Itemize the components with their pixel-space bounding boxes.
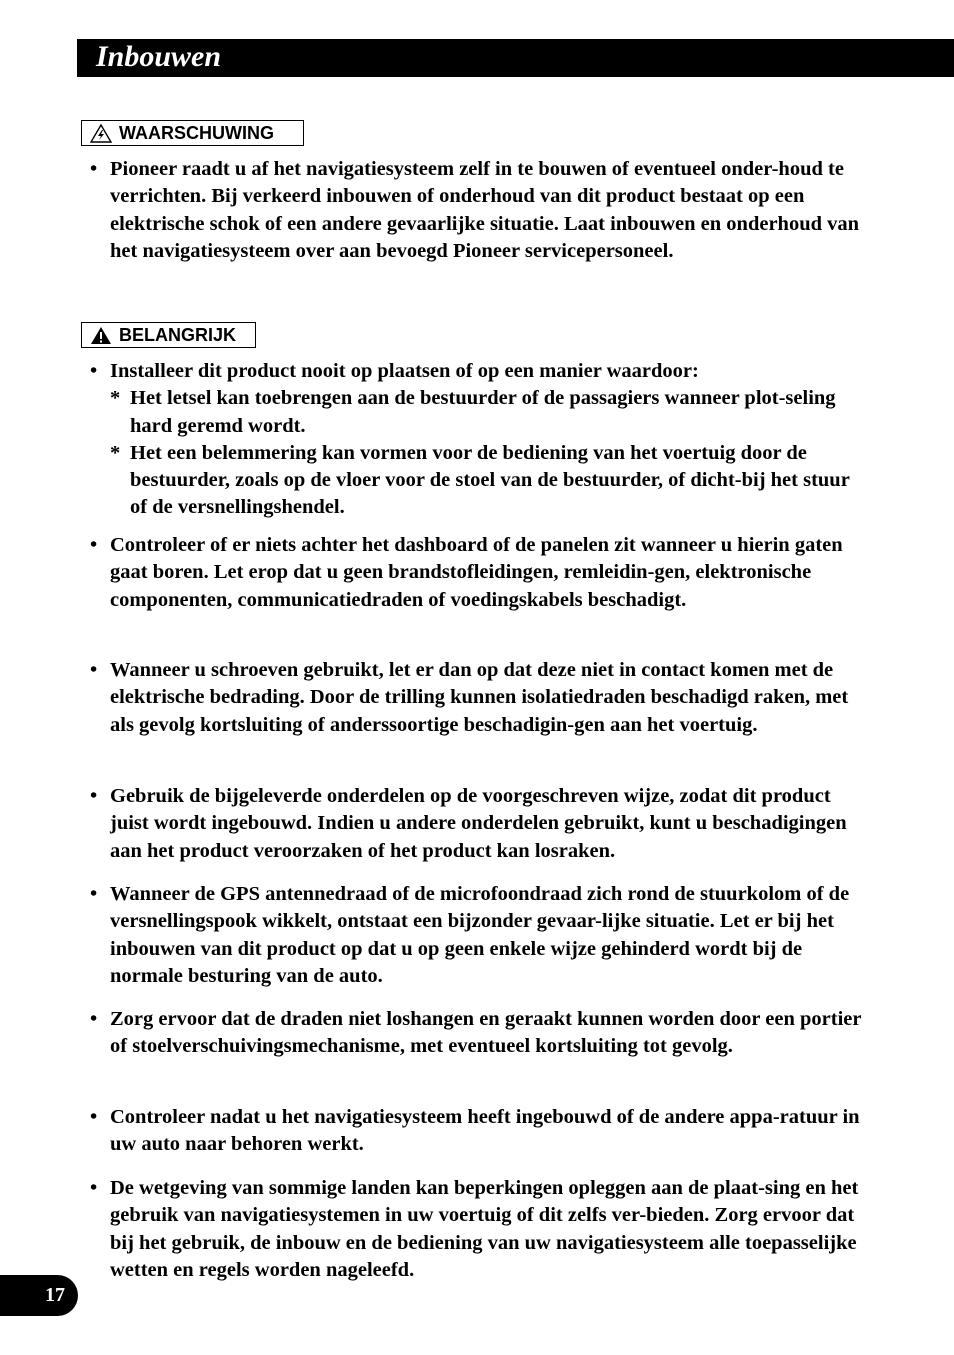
bullet: • — [90, 1177, 98, 1199]
important-label — [81, 322, 256, 348]
important-item — [88, 1006, 868, 1061]
bullet: • — [90, 534, 98, 556]
important-item — [88, 532, 868, 614]
important-item-text: Zorg ervoor dat de draden niet loshangen en geraakt kunnen worden door een portier of stoelverschuivingsmechanisme, met eventueel kortsluiting tot gevolg. — [110, 1008, 862, 1058]
important-item-text: De wetgeving van sommige landen kan beperkingen opleggen aan de plaat-sing en het gebruik van navigatiesystemen in uw voertuig of dit zelfs ver-bieden. Zorg ervoor dat bij het gebruik, de inbouw en de bediening van uw navigatiesysteem alle toepasselijke wetten en regels worden nageleefd. — [110, 1177, 859, 1281]
bullet: • — [90, 158, 98, 180]
important-item — [88, 1175, 868, 1284]
page-title: Inbouwen — [96, 40, 222, 73]
section-header — [77, 39, 954, 77]
page-number: 17 — [45, 1284, 65, 1306]
important-item-text: Wanneer de GPS antennedraad of de microfoondraad zich rond de stuurkolom of de versnellingspook wikkelt, ontstaat een bijzonder gevaar-lijke situatie. Let er bij het inbouwen van dit product op dat u op geen enkele wijze gehinderd wordt bij de normale besturing van de auto. — [110, 883, 850, 987]
asterisk: * — [110, 441, 121, 464]
important-item-text: Controleer of er niets achter het dashboard of de panelen zit wanneer u hierin gaten gaat boren. Let erop dat u geen brandstofleidingen, remleidin-gen, elektronische componenten, communicatiedraden of voedingskabels beschadigt. — [110, 534, 843, 611]
important-item — [88, 358, 868, 522]
important-item — [88, 1104, 868, 1159]
warning-label — [81, 120, 304, 146]
bullet: • — [90, 785, 98, 807]
lightning-warning-icon — [90, 124, 112, 143]
important-label-text: BELANGRIJK — [119, 324, 237, 345]
important-item-text: Gebruik de bijgeleverde onderdelen op de voorgeschreven wijze, zodat dit product juist wordt ingebouwd. Indien u andere onderdelen gebruikt, kunt u beschadigingen aan het product veroorzaken of het product kan losraken. — [110, 785, 847, 862]
page-number-tab — [0, 1275, 78, 1316]
important-item-text: Installeer dit product nooit op plaatsen of op een manier waardoor: — [110, 360, 699, 382]
warning-label-text: WAARSCHUWING — [119, 122, 274, 143]
exclamation-warning-icon — [90, 326, 112, 345]
important-item — [88, 881, 868, 990]
sub-item — [110, 440, 868, 522]
warning-item-text: Pioneer raadt u af het navigatiesysteem zelf in te bouwen of eventueel onder-houd te verrichten. Bij verkeerd inbouwen of onderhoud van dit product bestaat op een elektrische schok of een andere gevaarlijke situatie. Laat inbouwen en onderhoud van het navigatiesysteem over aan bevoegd Pioneer servicepersoneel. — [110, 158, 860, 262]
asterisk: * — [110, 387, 121, 410]
important-item-text: Controleer nadat u het navigatiesysteem heeft ingebouwd of de andere appa-ratuur in uw auto naar behoren werkt. — [110, 1106, 860, 1156]
important-item — [88, 783, 868, 865]
bullet: • — [90, 883, 98, 905]
bullet: • — [90, 360, 98, 382]
warning-item — [88, 156, 868, 265]
sub-item — [110, 385, 868, 440]
sub-item-text: Het een belemmering kan vormen voor de bediening van het voertuig door de bestuurder, zoals op de vloer voor de stoel van de bestuurder, of dicht-bij het stuur of de versnellingshendel. — [130, 441, 850, 519]
bullet: • — [90, 659, 98, 681]
sub-item-text: Het letsel kan toebrengen aan de bestuurder of de passagiers wanneer plot-seling hard geremd wordt. — [130, 387, 836, 437]
bullet: • — [90, 1106, 98, 1128]
important-item-text: Wanneer u schroeven gebruikt, let er dan op dat deze niet in contact komen met de elektrische bedrading. Door de trilling kunnen isolatiedraden beschadigd raken, met als gevolg kortsluiting of anderssoortige beschadigin-gen aan het voertuig. — [110, 659, 849, 736]
bullet: • — [90, 1008, 98, 1030]
important-item — [88, 657, 868, 739]
